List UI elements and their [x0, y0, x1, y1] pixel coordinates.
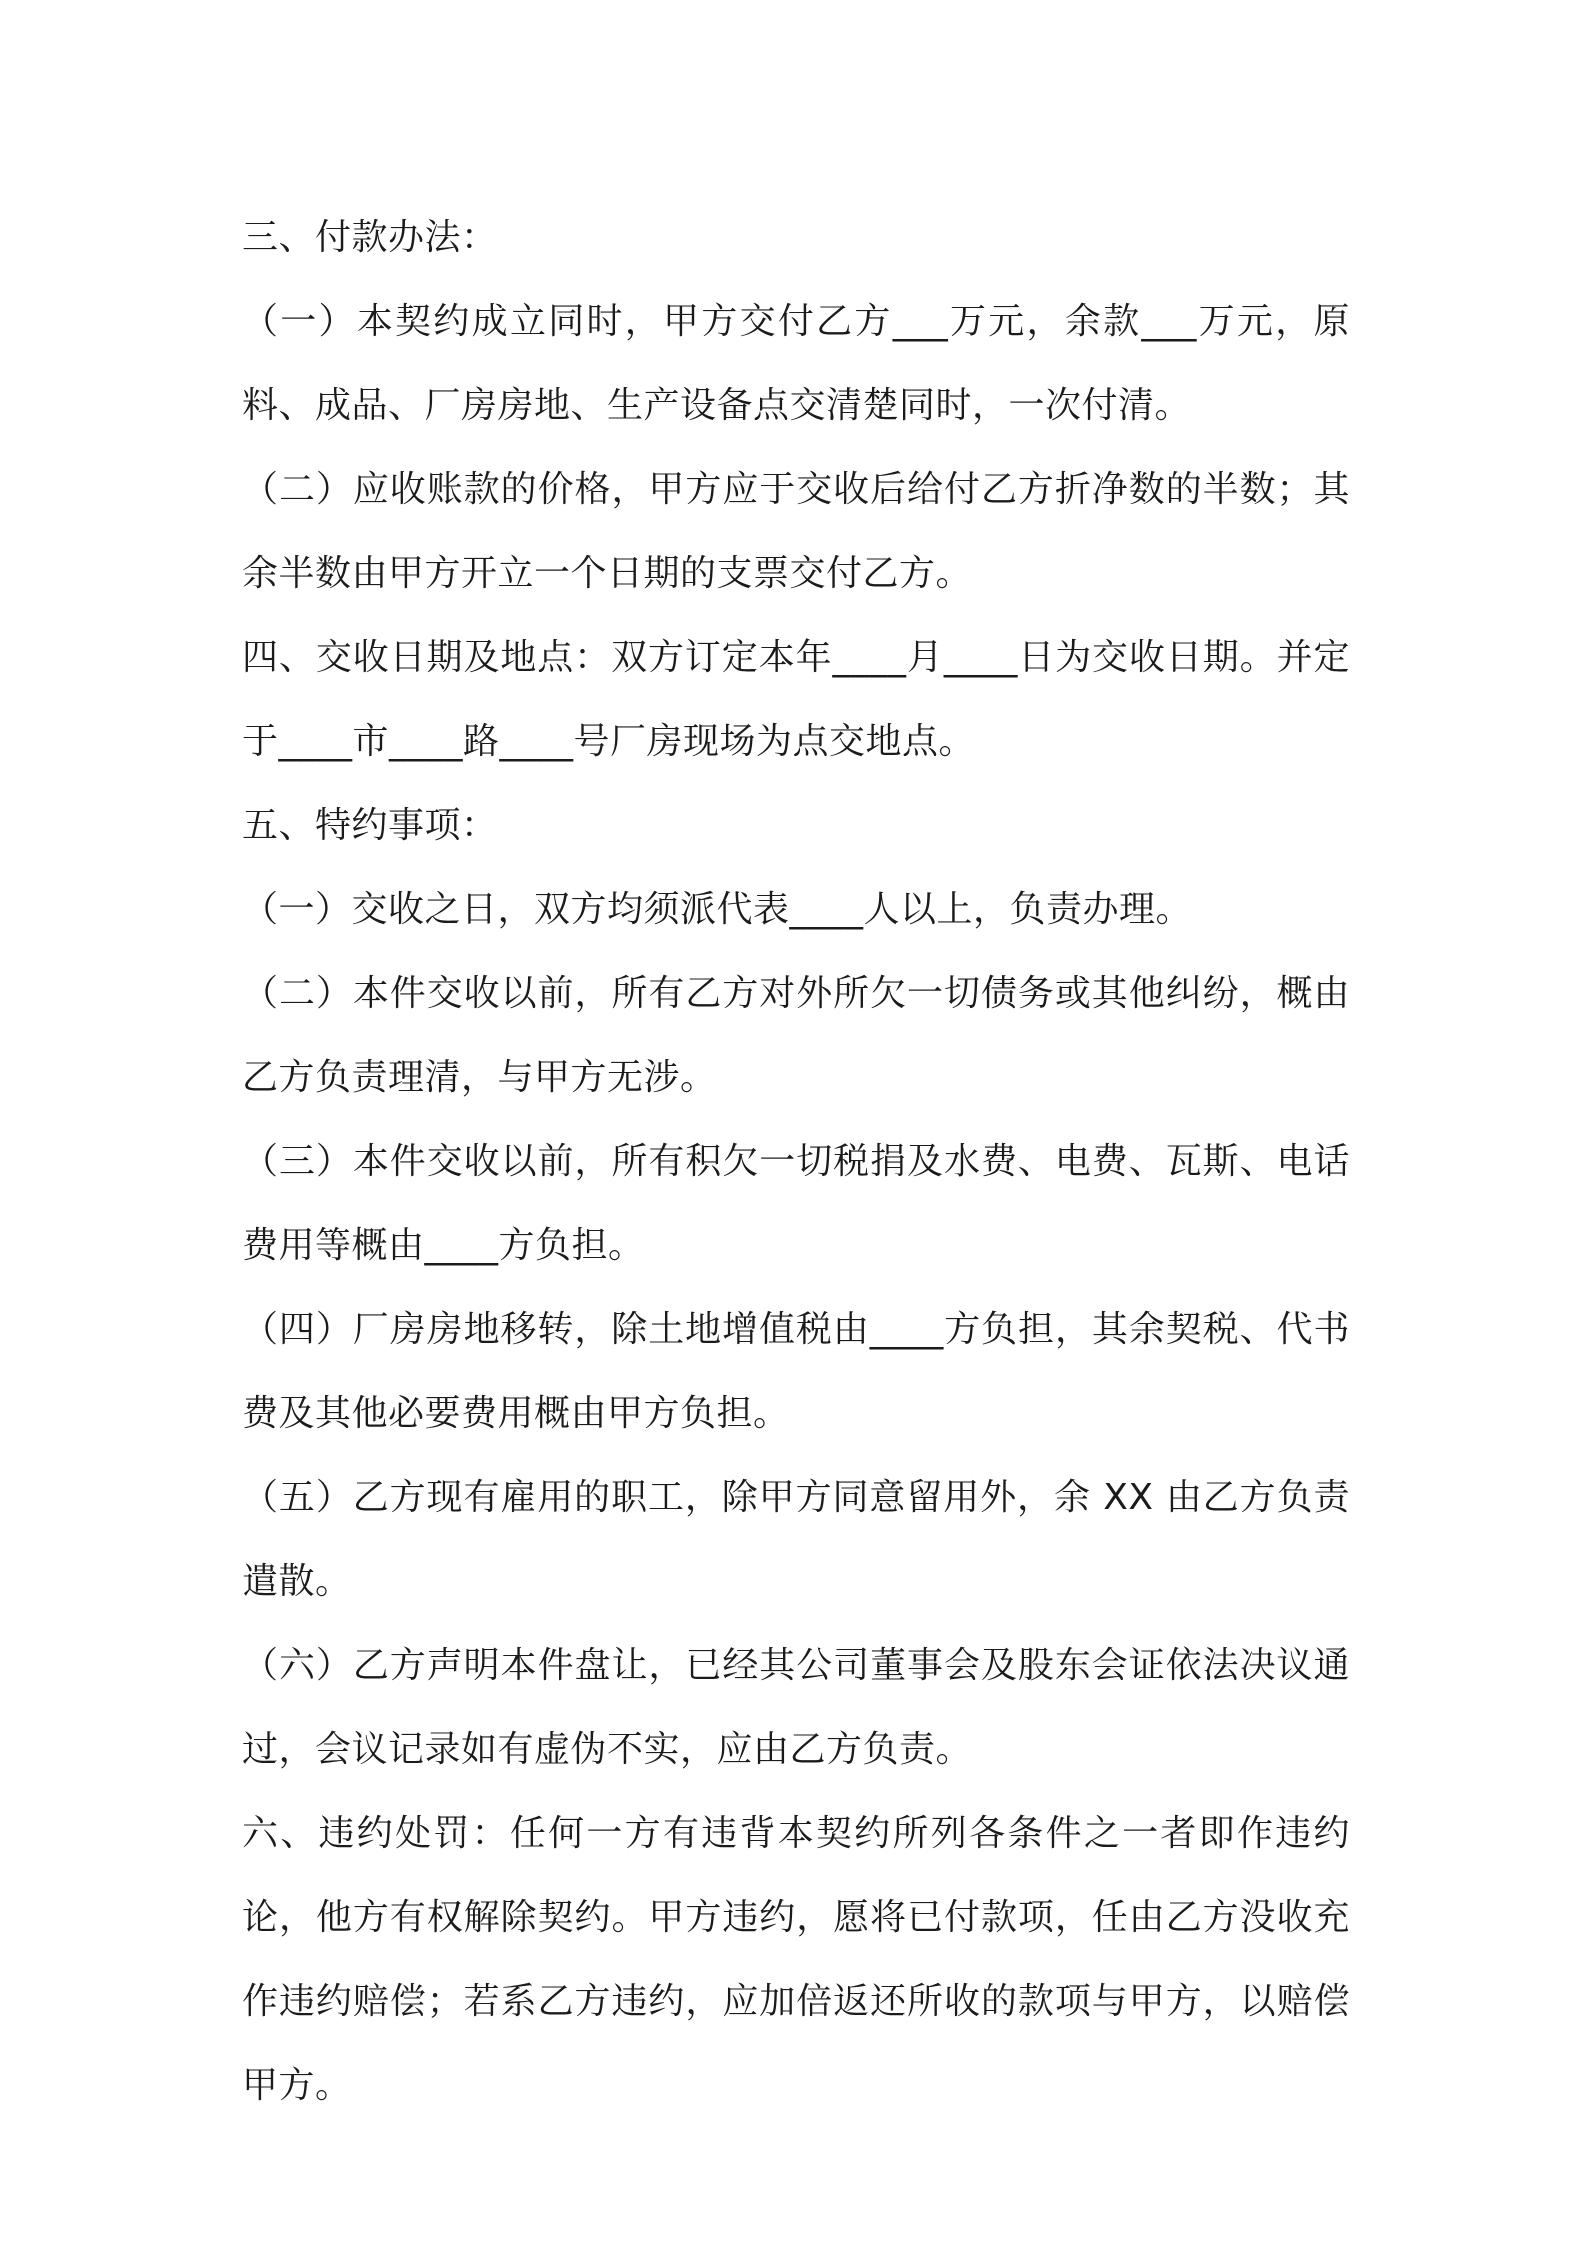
document-body — [242, 196, 1350, 2128]
section-heading-payment: 三、付款办法： — [242, 217, 498, 258]
clause-special-2: （二）本件交收以前，所有乙方对外所欠一切债务或其他纠纷，概由乙方负责理清，与甲方无涉。 — [242, 973, 1350, 1098]
clause-special-6: （六）乙方声明本件盘让，已经其公司董事会及股东会证依法决议通过，会议记录如有虚伪不实，应由乙方负责。 — [242, 1645, 1350, 1770]
clause-special-1: （一）交收之日，双方均须派代表____人以上，负责办理。 — [242, 889, 1193, 930]
clause-special-3: （三）本件交收以前，所有积欠一切税捐及水费、电费、瓦斯、电话费用等概由____方负担。 — [242, 1141, 1350, 1266]
section-delivery-date-location: 四、交收日期及地点：双方订定本年____月____日为交收日期。并定于____市____路____号厂房现场为点交地点。 — [242, 637, 1350, 762]
clause-payment-2: （二）应收账款的价格，甲方应于交收后给付乙方折净数的半数；其余半数由甲方开立一个日期的支票交付乙方。 — [242, 469, 1350, 594]
section-heading-special-terms: 五、特约事项： — [242, 805, 498, 846]
clause-payment-1: （一）本契约成立同时，甲方交付乙方___万元，余款___万元，原料、成品、厂房房地、生产设备点交清楚同时，一次付清。 — [242, 301, 1350, 426]
clause-special-5: （五）乙方现有雇用的职工，除甲方同意留用外，余 XX 由乙方负责遣散。 — [242, 1477, 1350, 1602]
section-breach-penalty: 六、违约处罚：任何一方有违背本契约所列各条件之一者即作违约论，他方有权解除契约。甲方违约，愿将已付款项，任由乙方没收充作违约赔偿；若系乙方违约，应加倍返还所收的款项与甲方，以赔偿甲方。 — [242, 1813, 1350, 2106]
clause-special-4: （四）厂房房地移转，除土地增值税由____方负担，其余契税、代书费及其他必要费用概由甲方负担。 — [242, 1309, 1350, 1434]
